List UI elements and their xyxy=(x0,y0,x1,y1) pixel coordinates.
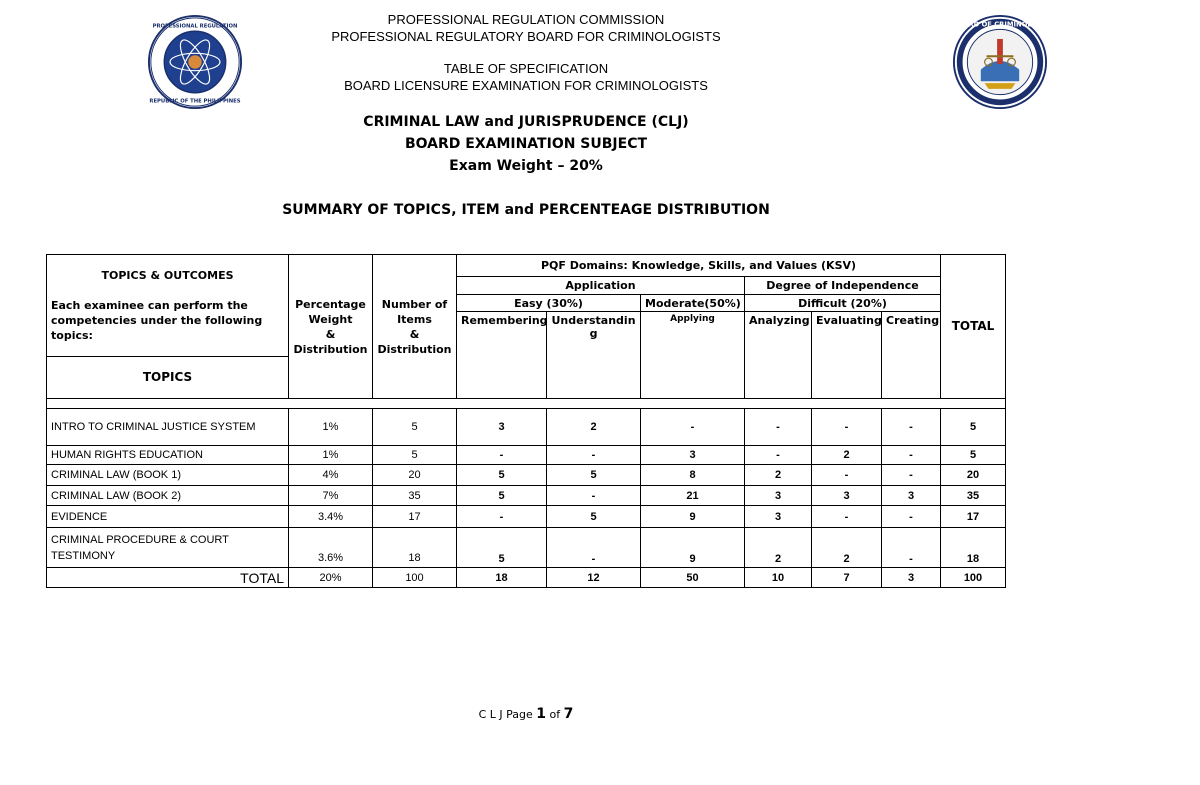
specification-table xyxy=(46,254,1006,588)
total-header: TOTAL xyxy=(941,255,1006,399)
totals-row xyxy=(47,568,1006,588)
difficult-header: Difficult (20%) xyxy=(745,295,941,312)
applying-cell: 9 xyxy=(641,528,745,568)
application-header: Application xyxy=(457,277,745,295)
independence-header: Degree of Independence xyxy=(745,277,941,295)
items-cell: 5 xyxy=(373,409,457,446)
applying-cell: 21 xyxy=(641,486,745,506)
page-count: 7 xyxy=(563,706,574,722)
understanding-cell: 2 xyxy=(547,409,641,446)
total-creating-cell: 3 xyxy=(882,568,941,588)
table-row xyxy=(47,465,1006,486)
topics-outcomes-header xyxy=(47,255,289,357)
row-total-cell: 20 xyxy=(941,465,1006,486)
svg-text:REPUBLIC OF THE PHILIPPINES: REPUBLIC OF THE PHILIPPINES xyxy=(149,98,241,105)
analyzing-cell: - xyxy=(745,409,812,446)
items-cell: 5 xyxy=(373,446,457,465)
row-total-cell: 17 xyxy=(941,506,1006,528)
evaluating-cell: - xyxy=(812,409,882,446)
total-applying-cell: 50 xyxy=(641,568,745,588)
table-row xyxy=(47,486,1006,506)
remembering-cell: 3 xyxy=(457,409,547,446)
total-understanding-cell: 12 xyxy=(547,568,641,588)
summary-title: SUMMARY OF TOPICS, ITEM and PERCENTEAGE DISTRIBUTION xyxy=(282,202,770,218)
total-remembering-cell: 18 xyxy=(457,568,547,588)
creating-cell: - xyxy=(882,528,941,568)
creating-cell: 3 xyxy=(882,486,941,506)
creating-cell: - xyxy=(882,409,941,446)
creating-header: Creating xyxy=(882,312,941,399)
footer-prefix: C L J Page xyxy=(478,708,537,721)
applying-cell: 9 xyxy=(641,506,745,528)
items-label-4: Distribution xyxy=(377,342,452,356)
row-total-cell: 18 xyxy=(941,528,1006,568)
analyzing-cell: 3 xyxy=(745,486,812,506)
items-label-3: & xyxy=(409,327,420,341)
totals-label: TOTAL xyxy=(47,568,289,588)
topics-header: TOPICS xyxy=(47,357,289,399)
total-analyzing-cell: 10 xyxy=(745,568,812,588)
total-items-cell: 100 xyxy=(373,568,457,588)
total-percentage-cell: 20% xyxy=(289,568,373,588)
topic-cell: INTRO TO CRIMINAL JUSTICE SYSTEM xyxy=(47,409,289,446)
remembering-header: Remembering xyxy=(457,312,547,399)
percentage-cell: 1% xyxy=(289,446,373,465)
footer-of: of xyxy=(546,708,564,721)
topic-cell: CRIMINAL PROCEDURE & COURT TESTIMONY xyxy=(47,528,289,568)
remembering-cell: - xyxy=(457,506,547,528)
percentage-header xyxy=(289,255,373,399)
page-number: 1 xyxy=(536,706,547,722)
row-total-cell: 5 xyxy=(941,409,1006,446)
percentage-label-1: Percentage xyxy=(295,297,366,311)
understanding-cell: - xyxy=(547,446,641,465)
evaluating-cell: - xyxy=(812,465,882,486)
percentage-cell: 3.4% xyxy=(289,506,373,528)
table-row xyxy=(47,409,1006,446)
spacer-row xyxy=(47,399,1006,409)
analyzing-cell: 2 xyxy=(745,465,812,486)
moderate-header: Moderate(50%) xyxy=(641,295,745,312)
exam-weight: Exam Weight – 20% xyxy=(449,158,603,174)
applying-cell: 3 xyxy=(641,446,745,465)
remembering-cell: 5 xyxy=(457,528,547,568)
percentage-cell: 4% xyxy=(289,465,373,486)
svg-text:PROFESSIONAL REGULATION: PROFESSIONAL REGULATION xyxy=(152,23,238,30)
topics-outcomes-label: TOPICS & OUTCOMES xyxy=(101,269,234,282)
analyzing-cell: - xyxy=(745,446,812,465)
understanding-header: Understandin g xyxy=(547,312,641,399)
topic-cell: CRIMINAL LAW (BOOK 1) xyxy=(47,465,289,486)
items-label-1: Number of xyxy=(381,297,448,311)
percentage-cell: 1% xyxy=(289,409,373,446)
understanding-cell: - xyxy=(547,528,641,568)
applying-cell: - xyxy=(641,409,745,446)
grand-total-cell: 100 xyxy=(941,568,1006,588)
evaluating-header: Evaluating xyxy=(812,312,882,399)
percentage-label-4: Distribution xyxy=(293,342,368,356)
svg-text:BOARD OF CRIMINOLOGY: BOARD OF CRIMINOLOGY xyxy=(952,20,1048,29)
analyzing-cell: 3 xyxy=(745,506,812,528)
table-row xyxy=(47,446,1006,465)
creating-cell: - xyxy=(882,465,941,486)
easy-header: Easy (30%) xyxy=(457,295,641,312)
exam-title: BOARD LICENSURE EXAMINATION FOR CRIMINOLOGISTS xyxy=(344,78,708,93)
subject-type: BOARD EXAMINATION SUBJECT xyxy=(404,136,648,152)
applying-cell: 8 xyxy=(641,465,745,486)
remembering-cell: - xyxy=(457,446,547,465)
evaluating-cell: 2 xyxy=(812,528,882,568)
examinee-competencies-label: Each examinee can perform the competencies under the following topics: xyxy=(51,299,263,342)
evaluating-cell: 3 xyxy=(812,486,882,506)
evaluating-cell: 2 xyxy=(812,446,882,465)
remembering-cell: 5 xyxy=(457,465,547,486)
items-header xyxy=(373,255,457,399)
percentage-cell: 3.6% xyxy=(289,528,373,568)
pqf-domains-header: PQF Domains: Knowledge, Skills, and Values (KSV) xyxy=(457,255,941,277)
page-footer xyxy=(0,706,1052,722)
percentage-label-2: Weight xyxy=(308,312,353,326)
percentage-cell: 7% xyxy=(289,486,373,506)
understanding-cell: 5 xyxy=(547,506,641,528)
remembering-cell: 5 xyxy=(457,486,547,506)
row-total-cell: 5 xyxy=(941,446,1006,465)
topic-cell: CRIMINAL LAW (BOOK 2) xyxy=(47,486,289,506)
row-total-cell: 35 xyxy=(941,486,1006,506)
understanding-cell: 5 xyxy=(547,465,641,486)
total-evaluating-cell: 7 xyxy=(812,568,882,588)
document-title: TABLE OF SPECIFICATION xyxy=(443,61,609,76)
table-row xyxy=(47,506,1006,528)
table-row xyxy=(47,528,1006,568)
topic-cell: HUMAN RIGHTS EDUCATION xyxy=(47,446,289,465)
topic-cell: EVIDENCE xyxy=(47,506,289,528)
subject-name: CRIMINAL LAW and JURISPRUDENCE (CLJ) xyxy=(363,114,689,130)
commission-title: PROFESSIONAL REGULATION COMMISSION xyxy=(387,12,665,27)
items-cell: 17 xyxy=(373,506,457,528)
items-cell: 20 xyxy=(373,465,457,486)
analyzing-cell: 2 xyxy=(745,528,812,568)
items-cell: 35 xyxy=(373,486,457,506)
understanding-cell: - xyxy=(547,486,641,506)
percentage-label-3: & xyxy=(325,327,336,341)
creating-cell: - xyxy=(882,506,941,528)
analyzing-header: Analyzing xyxy=(745,312,812,399)
board-title: PROFESSIONAL REGULATORY BOARD FOR CRIMINOLOGISTS xyxy=(331,29,721,44)
items-cell: 18 xyxy=(373,528,457,568)
applying-header: Applying xyxy=(641,312,745,399)
items-label-2: Items xyxy=(397,312,432,326)
creating-cell: - xyxy=(882,446,941,465)
evaluating-cell: - xyxy=(812,506,882,528)
